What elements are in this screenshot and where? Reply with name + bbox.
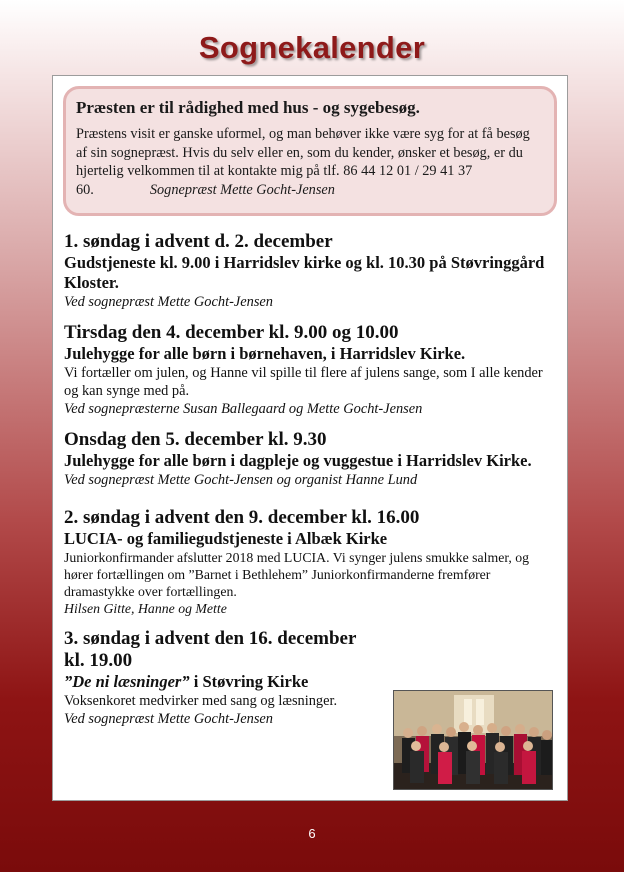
event-description: Juniorkonfirmander afslutter 2018 med LUCIA. Vi synger julens smukke salmer, og hører fortællingen om ”Barnet i Bethlehem” Juniorkonfirmanderne fremfører dramastykke over fortællingen. xyxy=(64,550,530,599)
event-description: Vi fortæller om julen, og Hanne vil spille til flere af julens sange, som I alle kender og kan synge med på. xyxy=(64,365,543,399)
event-item xyxy=(64,231,560,311)
priest-notice-box xyxy=(63,86,557,216)
event-title xyxy=(64,672,364,692)
event-host: Ved sognepræst Mette Gocht-Jensen og organist Hanne Lund xyxy=(64,472,418,488)
events-list xyxy=(64,231,560,739)
notice-title: Præsten er til rådighed med hus - og sygebesøg. xyxy=(76,98,420,117)
event-title: Gudstjeneste kl. 9.00 i Harridslev kirke og kl. 10.30 på Støvringgård Kloster. xyxy=(64,253,545,292)
notice-text: Præstens visit er ganske uformel, og man behøver ikke være syg for at få besøg af sin sognepræst. Hvis du selv eller en, som du kender, ønsker et besøg, er du hjertelig velkommen til at kontakte mig på tlf. 86 44 12 01 / 29 41 37 60. xyxy=(76,126,530,198)
choir-photo-icon xyxy=(394,691,553,790)
event-item xyxy=(64,507,560,617)
event-item xyxy=(64,429,560,489)
calendar-panel xyxy=(52,75,568,801)
event-date: Onsdag den 5. december kl. 9.30 xyxy=(64,429,327,450)
event-title-rest: i Støvring Kirke xyxy=(189,672,309,691)
event-host: Hilsen Gitte, Hanne og Mette xyxy=(64,601,227,616)
event-item xyxy=(64,322,560,418)
event-host: Ved sognepræsterne Susan Ballegaard og Mette Gocht-Jensen xyxy=(64,401,423,417)
event-date: 3. søndag i advent den 16. december kl. 19.00 xyxy=(64,628,357,671)
notice-text-block xyxy=(76,125,542,199)
page-number: 6 xyxy=(308,826,316,841)
page-title: Sognekalender xyxy=(198,30,426,65)
choir-photo xyxy=(393,690,553,790)
event-date: 1. søndag i advent d. 2. december xyxy=(64,231,333,252)
event-host: Ved sognepræst Mette Gocht-Jensen xyxy=(64,294,274,310)
event-item xyxy=(64,628,364,728)
event-title: LUCIA- og familiegudstjeneste i Albæk Kirke xyxy=(64,529,388,548)
event-title: Julehygge for alle børn i dagpleje og vuggestue i Harridslev Kirke. xyxy=(64,451,532,470)
event-date: 2. søndag i advent den 9. december kl. 16.00 xyxy=(64,507,420,528)
event-date: Tirsdag den 4. december kl. 9.00 og 10.00 xyxy=(64,322,399,343)
event-title-italic: ”De ni læsninger” xyxy=(64,672,190,691)
notice-signature: Sognepræst Mette Gocht-Jensen xyxy=(149,181,335,198)
event-host: Ved sognepræst Mette Gocht-Jensen xyxy=(64,711,274,727)
event-title: Julehygge for alle børn i børnehaven, i Harridslev Kirke. xyxy=(64,344,466,363)
event-description: Voksenkoret medvirker med sang og læsninger. xyxy=(64,693,338,709)
